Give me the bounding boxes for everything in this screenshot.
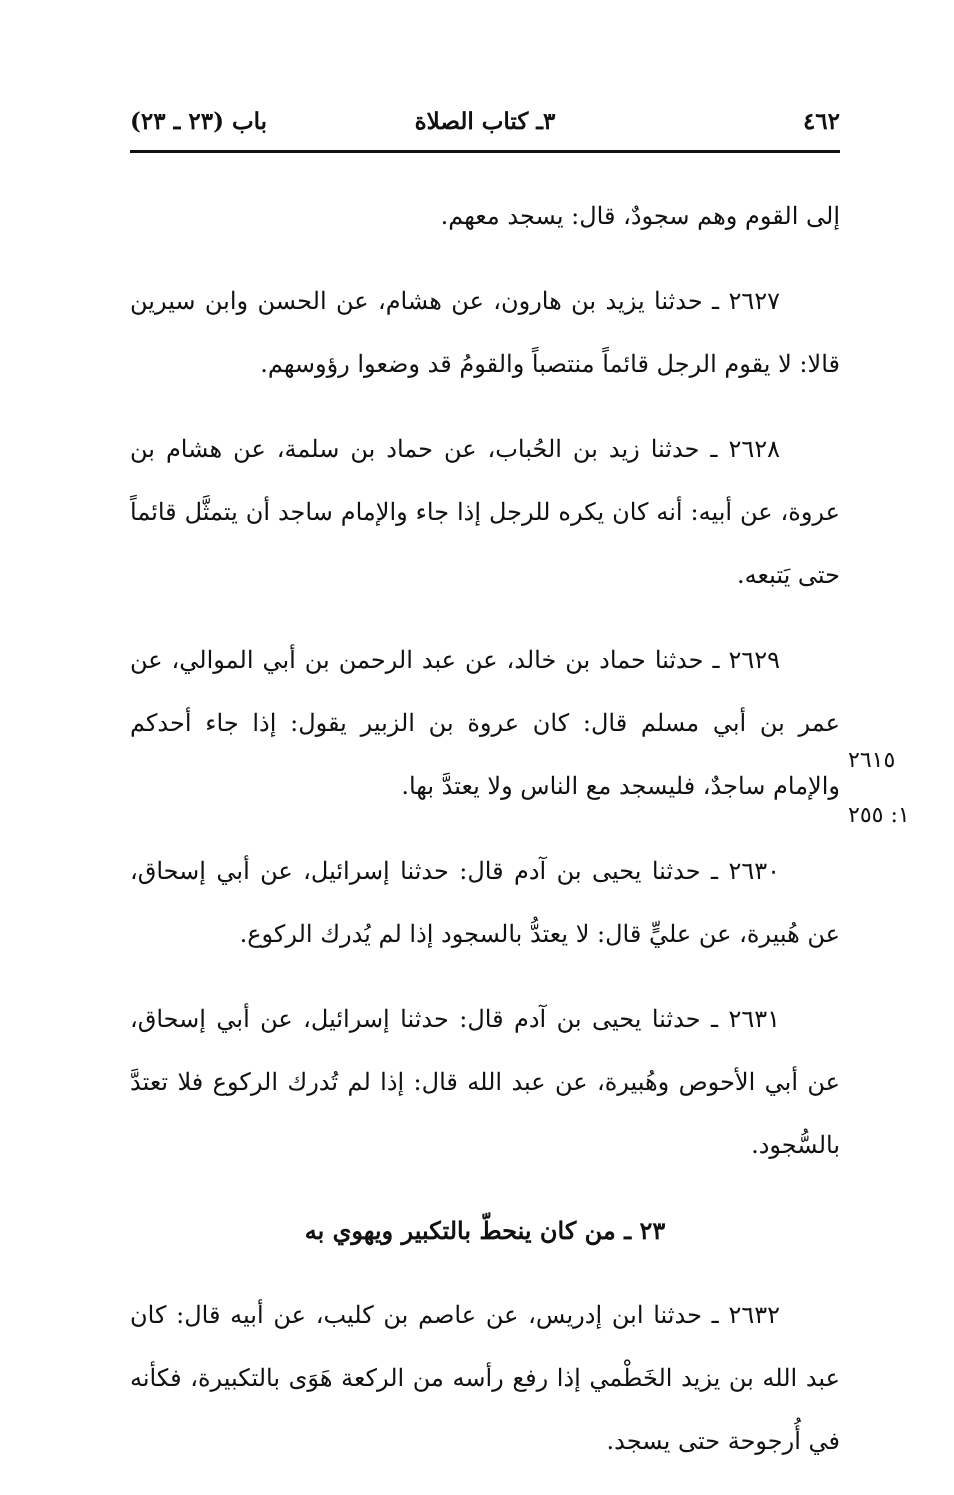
page-header	[130, 108, 840, 150]
margin-reference: ٢٦١٥	[848, 748, 896, 773]
paragraph: إلى القوم وهم سجودٌ، قال: يسجد معهم.	[440, 202, 840, 230]
chapter-range: باب (٢٣ ـ ٢٣)	[130, 108, 268, 135]
margin-reference: ١: ٢٥٥	[848, 803, 910, 828]
page-number: ٤٦٢	[802, 108, 840, 135]
chapter-heading: ٢٣ ـ من كان ينحطّ بالتكبير ويهوي به	[304, 1216, 666, 1245]
header-rule	[130, 150, 840, 153]
hadith-2629: ٢٦٢٩ ـ حدثنا حماد بن خالد، عن عبد الرحمن بن أبي الموالي، عن عمر بن أبي مسلم قال: كان عروة بن الزبير يقول: إذا جاء أحدكم والإمام ساجدٌ، فليسجد مع الناس ولا يعتدَّ بها.	[130, 646, 840, 800]
page-body	[130, 185, 840, 1495]
hadith-2627: ٢٦٢٧ ـ حدثنا يزيد بن هارون، عن هشام، عن الحسن وابن سيرين قالا: لا يقوم الرجل قائماً منتصباً والقومُ قد وضعوا رؤوسهم.	[130, 287, 840, 378]
book-title: ٣ـ كتاب الصلاة	[414, 108, 556, 135]
hadith-2628: ٢٦٢٨ ـ حدثنا زيد بن الحُباب، عن حماد بن سلمة، عن هشام بن عروة، عن أبيه: أنه كان يكره للرجل إذا جاء والإمام ساجد أن يتمثَّل قائماً حتى يَتبعه.	[130, 435, 840, 589]
hadith-2631: ٢٦٣١ ـ حدثنا يحيى بن آدم قال: حدثنا إسرائيل، عن أبي إسحاق، عن أبي الأحوص وهُبيرة، عن عبد الله قال: إذا لم تُدرك الركوع فلا تعتدَّ بالسُّجود.	[130, 1005, 840, 1159]
hadith-2630: ٢٦٣٠ ـ حدثنا يحيى بن آدم قال: حدثنا إسرائيل، عن أبي إسحاق، عن هُبيرة، عن عليٍّ قال: لا يعتدُّ بالسجود إذا لم يُدرك الركوع.	[130, 857, 840, 948]
hadith-2632: ٢٦٣٢ ـ حدثنا ابن إدريس، عن عاصم بن كليب، عن أبيه قال: كان عبد الله بن يزيد الخَطْمي إذا رفع رأسه من الركعة هَوَى بالتكبيرة، فكأنه في أُرجوحة حتى يسجد.	[130, 1301, 840, 1455]
